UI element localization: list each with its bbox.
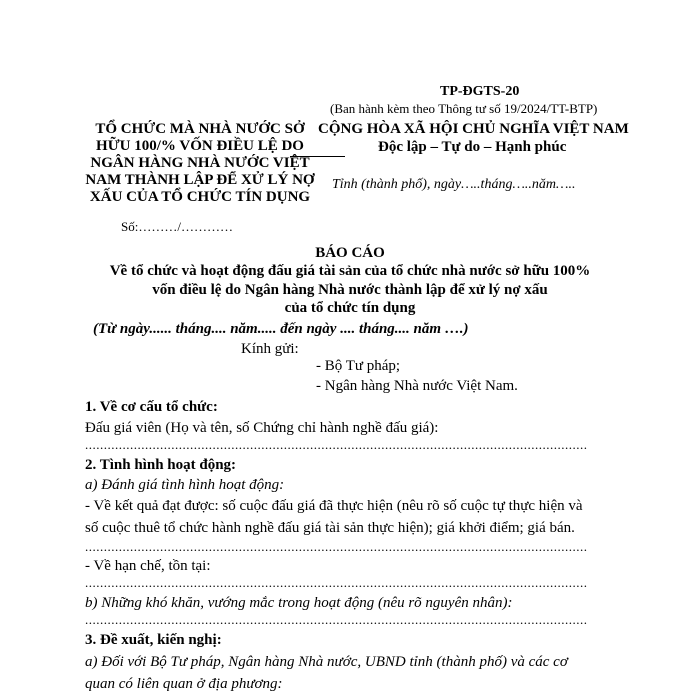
org-name-line-1: TỔ CHỨC MÀ NHÀ NƯỚC SỞ xyxy=(95,121,305,137)
section-2-results-line-1: - Về kết quả đạt được: số cuộc đấu giá đã thực hiện (nêu rõ số cuộc tự thực hiện và xyxy=(85,498,583,514)
section-3-sub-a-line-2: quan có liên quan ở địa phương: xyxy=(85,676,283,692)
org-name-line-4: NAM THÀNH LẬP ĐỂ XỬ LÝ NỢ xyxy=(85,172,315,188)
report-subject-line-2: vốn điều lệ do Ngân hàng Nhà nước thành lập để xử lý nợ xấu xyxy=(152,282,548,298)
section-2-heading: 2. Tình hình hoạt động: xyxy=(85,457,237,473)
document-number: Số:………/………… xyxy=(121,219,233,234)
section-1-auctioneers-line: Đấu giá viên (Họ và tên, số Chứng chỉ hành nghề đấu giá): xyxy=(85,420,439,436)
recipient-ministry-of-justice: - Bộ Tư pháp; xyxy=(316,358,401,374)
section-1-heading: 1. Về cơ cấu tổ chức: xyxy=(85,399,218,415)
org-name-line-5: XẤU CỦA TỔ CHỨC TÍN DỤNG xyxy=(89,189,311,205)
report-period: (Từ ngày...... tháng.... năm..... đến ngày .... tháng.... năm ….) xyxy=(93,321,469,337)
place-date: Tỉnh (thành phố), ngày…..tháng…..năm….. xyxy=(332,177,576,192)
issued-note: (Ban hành kèm theo Thông tư số 19/2024/TT-BTP) xyxy=(330,101,598,116)
dotted-line-1: ...................................................................................................................................... xyxy=(85,440,588,450)
recipient-state-bank: - Ngân hàng Nhà nước Việt Nam. xyxy=(316,378,518,394)
org-name-line-2: HỮU 100/% VỐN ĐIỀU LỆ DO xyxy=(96,138,304,154)
dotted-line-3: ...................................................................................................................................... xyxy=(85,578,588,588)
report-subject-line-1: Về tổ chức và hoạt động đấu giá tài sản của tổ chức nhà nước sở hữu 100% xyxy=(109,263,591,279)
report-subject-line-3: của tổ chức tín dụng xyxy=(284,300,416,316)
dotted-line-2: ...................................................................................................................................... xyxy=(85,542,588,552)
section-2-results-line-2: số cuộc thuê tổ chức hành nghề đấu giá tài sản thực hiện); giá khởi điểm; giá bán. xyxy=(85,520,575,536)
org-name-underline xyxy=(290,156,345,157)
report-title: BÁO CÁO xyxy=(315,245,385,261)
national-motto: Độc lập – Tự do – Hạnh phúc xyxy=(378,139,567,155)
org-name-line-3: NGÂN HÀNG NHÀ NƯỚC VIỆT xyxy=(90,155,310,171)
section-2-sub-b: b) Những khó khăn, vướng mắc trong hoạt động (nêu rõ nguyên nhân): xyxy=(85,595,513,611)
section-3-heading: 3. Đề xuất, kiến nghị: xyxy=(85,632,222,648)
section-2-sub-a: a) Đánh giá tình hình hoạt động: xyxy=(85,477,285,493)
addressed-to-label: Kính gửi: xyxy=(241,341,299,357)
section-3-sub-a-line-1: a) Đối với Bộ Tư pháp, Ngân hàng Nhà nước, UBND tỉnh (thành phố) và các cơ xyxy=(85,654,568,670)
dotted-line-4: ...................................................................................................................................... xyxy=(85,615,588,625)
section-2-limitations: - Về hạn chế, tồn tại: xyxy=(85,558,211,574)
country-name: CỘNG HÒA XÃ HỘI CHỦ NGHĨA VIỆT NAM xyxy=(318,121,629,137)
form-code: TP-ĐGTS-20 xyxy=(440,84,520,99)
